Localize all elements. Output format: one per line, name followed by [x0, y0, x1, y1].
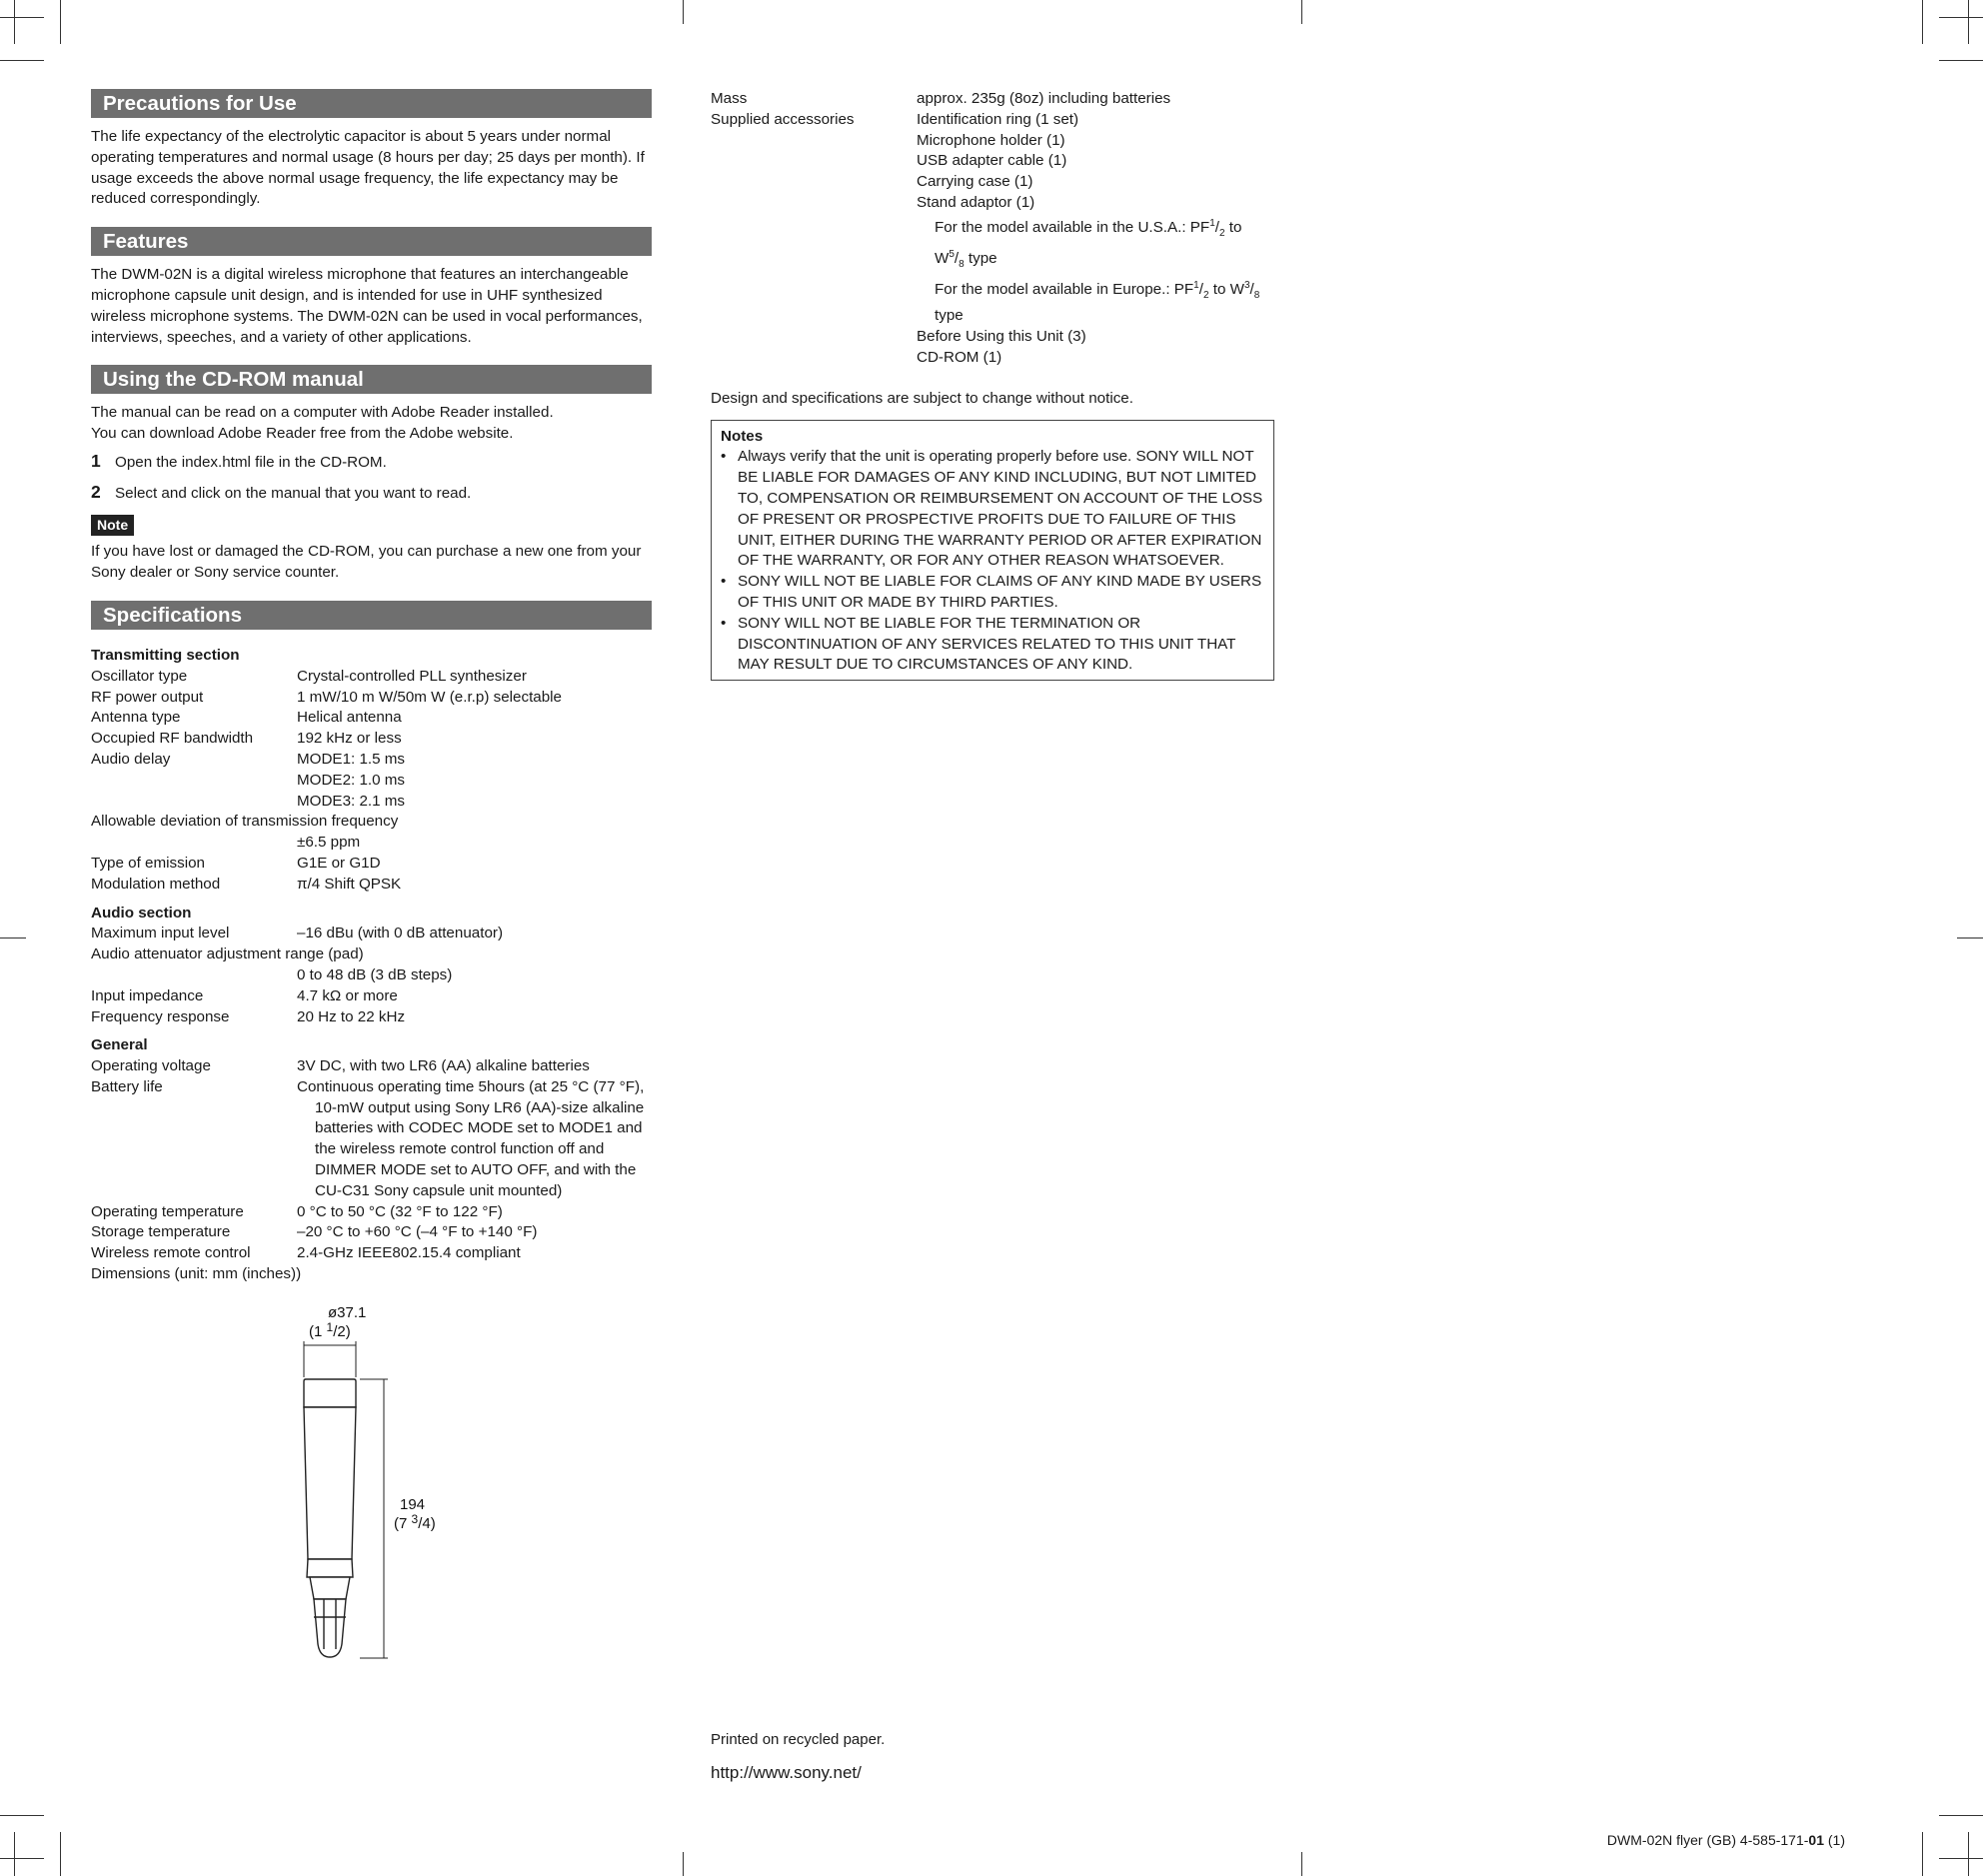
list-item: For the model available in Europe.: $PF^1/_2$ to $W^3/_8$ type — [935, 279, 1260, 325]
spec-row — [91, 1243, 652, 1264]
list-item: Carrying case (1) — [917, 173, 1033, 191]
list-item: • SONY WILL NOT BE LIABLE FOR CLAIMS OF ANY KIND MADE BY USERS OF THIS UNIT OR MADE BY THIRD PARTIES. — [721, 572, 1263, 614]
cdrom-steps — [91, 451, 652, 505]
notes-box — [711, 420, 1274, 682]
mode-1: MODE1: 1.5 ms — [297, 750, 406, 768]
mode-2: MODE2: 1.0 ms — [297, 771, 406, 789]
list-item: CD-ROM (1) — [917, 349, 1002, 367]
audio-section — [91, 904, 652, 1028]
cdrom-heading: Using the CD-ROM manual — [91, 365, 652, 394]
features-text: The DWM-02N is a digital wireless microphone that features an interchangeable microphone capsule unit design, and is intended for use in UHF synthesized wireless microphone systems. The DWM-02N can be used in vocal performances, interviews, speeches, and a variety of other applications. — [91, 266, 643, 346]
list-item: • SONY WILL NOT BE LIABLE FOR THE TERMINATION OR DISCONTINUATION OF ANY SERVICES RELATED TO THIS UNIT THAT MAY RESULT DUE TO CIRCUMSTANCES OF ANY KIND. — [721, 614, 1263, 676]
right-column — [711, 89, 1274, 681]
spec-label: RF power output — [91, 688, 204, 706]
transmitting-heading: Transmitting section — [91, 646, 240, 664]
battery-line: Continuous operating time 5hours (at 25 °C (77 °F), — [297, 1077, 645, 1095]
spec-label: Input impedance — [91, 986, 204, 1004]
list-item: Identification ring (1 set) — [917, 110, 1079, 128]
spec-label: Type of emission — [91, 854, 205, 872]
step-1 — [91, 451, 652, 474]
cdrom-line-1: The manual can be read on a computer with Adobe Reader installed. — [91, 404, 554, 422]
sony-url[interactable]: http://www.sony.net/ — [711, 1763, 862, 1782]
spec-value: 3V DC, with two LR6 (AA) alkaline batteries — [297, 1057, 590, 1075]
length-inches-label: (7 $^3$/4) — [394, 1512, 436, 1532]
battery-line: the wireless remote control function off and — [315, 1140, 605, 1158]
precautions-heading: Precautions for Use — [91, 89, 652, 118]
list-item: Before Using this Unit (3) — [917, 328, 1086, 346]
list-item: USB adapter cable (1) — [917, 152, 1067, 170]
design-notice: Design and specifications are subject to change without notice. — [711, 389, 1133, 407]
battery-line: batteries with CODEC MODE set to MODE1 and — [315, 1119, 643, 1137]
general-heading: General — [91, 1036, 148, 1054]
spec-value: approx. 235g (8oz) including batteries — [917, 90, 1171, 107]
battery-line: 10-mW output using Sony LR6 (AA)-size alkaline — [315, 1098, 645, 1116]
spec-label: Modulation method — [91, 875, 221, 893]
spec-label: Oscillator type — [91, 667, 188, 685]
spec-row — [91, 986, 652, 1007]
dimensions-label: Dimensions (unit: mm (inches)) — [91, 1265, 302, 1283]
specifications-heading: Specifications — [91, 601, 652, 630]
transmitting-section — [91, 646, 652, 896]
recycled-note: Printed on recycled paper. — [711, 1731, 886, 1748]
spec-label: Battery life — [91, 1077, 163, 1095]
spec-value: –16 dBu (with 0 dB attenuator) — [297, 925, 504, 942]
microphone-dimension-diagram — [280, 1299, 480, 1669]
spec-label: Supplied accessories — [711, 110, 855, 128]
cdrom-intro — [91, 403, 652, 445]
spec-row — [91, 750, 652, 812]
spec-label: Audio attenuator adjustment range (pad) — [91, 945, 364, 963]
spec-row — [91, 729, 652, 750]
features-heading: Features — [91, 227, 652, 256]
note-text: If you have lost or damaged the CD-ROM, you can purchase a new one from your Sony dealer or Sony service counter. — [91, 543, 642, 582]
spec-row — [91, 667, 652, 688]
spec-row — [91, 1202, 652, 1223]
spec-row — [91, 854, 652, 875]
notes-title: Notes — [721, 427, 764, 445]
list-item: Microphone holder (1) — [917, 131, 1065, 149]
spec-value: 0 to 48 dB (3 dB steps) — [297, 965, 453, 983]
spec-label: Mass — [711, 90, 748, 107]
step-2 — [91, 482, 652, 505]
list-item: For the model available in the U.S.A.: $PF^1/_2$ to $W^5/_8$ type — [935, 217, 1242, 270]
diameter-inches-label: (1 $^1$/2) — [309, 1320, 351, 1340]
step-number: 1 — [91, 450, 101, 471]
spec-row — [711, 89, 1274, 110]
bullet-icon: • — [721, 614, 727, 632]
spec-value — [297, 750, 652, 812]
spec-label: Allowable deviation of transmission frequency — [91, 813, 399, 831]
cdrom-line-2: You can download Adobe Reader free from the Adobe website. — [91, 425, 514, 443]
list-item: • Always verify that the unit is operating properly before use. SONY WILL NOT BE LIABLE FOR DAMAGES OF ANY KIND INCLUDING, BUT NOT LIMITED TO, COMPENSATION OR REIMBURSEMENT ON ACCOUNT OF THE LOSS OF PRESENT OR PROSPECTIVE PROFITS DUE TO FAILURE OF THIS UNIT, EITHER DURING THE WARRANTY PERIOD OR AFTER EXPIRATION OF THE WARRANTY, OR FOR ANY OTHER REASON WHATSOEVER. — [721, 447, 1263, 572]
spec-label: Wireless remote control — [91, 1244, 251, 1262]
note-badge: Note — [91, 515, 134, 536]
diameter-label: ø37.1 — [328, 1304, 367, 1321]
length-label: 194 — [400, 1496, 426, 1513]
general-section — [91, 1035, 652, 1285]
spec-value: 192 kHz or less — [297, 730, 402, 748]
spec-row — [91, 1056, 652, 1077]
step-number: 2 — [91, 481, 101, 502]
list-item: Stand adaptor (1) — [917, 193, 1035, 211]
spec-value: 0 °C to 50 °C (32 °F to 122 °F) — [297, 1202, 503, 1220]
step-text: Open the index.html file in the CD-ROM. — [115, 453, 387, 471]
bullet-icon: • — [721, 573, 727, 591]
spec-label: Antenna type — [91, 709, 181, 727]
accessories-list — [917, 110, 1274, 369]
spec-value: 2.4-GHz IEEE802.15.4 compliant — [297, 1244, 521, 1262]
precautions-text: The life expectancy of the electrolytic capacitor is about 5 years under normal operating temperatures and normal usage (8 hours per day; 25 days per month). If usage exceeds the above normal usage frequency, the life expectancy may be reduced correspondingly. — [91, 128, 645, 208]
spec-label: Maximum input level — [91, 925, 230, 942]
spec-label: Frequency response — [91, 1007, 230, 1025]
spec-row — [91, 1007, 652, 1028]
spec-value: π/4 Shift QPSK — [297, 875, 402, 893]
spec-value: G1E or G1D — [297, 854, 381, 872]
spec-row — [91, 708, 652, 729]
spec-row — [91, 688, 652, 709]
spec-value: Crystal-controlled PLL synthesizer — [297, 667, 527, 685]
microphone-outline — [304, 1379, 356, 1657]
spec-label: Audio delay — [91, 750, 171, 768]
spec-row — [711, 110, 1274, 369]
spec-row — [91, 924, 652, 944]
spec-value: 1 mW/10 m W/50m W (e.r.p) selectable — [297, 688, 563, 706]
left-column — [91, 89, 652, 1285]
battery-line: DIMMER MODE set to AUTO OFF, and with the — [315, 1161, 637, 1179]
step-text: Select and click on the manual that you want to read. — [115, 484, 472, 502]
spec-value: –20 °C to +60 °C (–4 °F to +140 °F) — [297, 1223, 538, 1241]
audio-heading: Audio section — [91, 904, 192, 922]
spec-row — [91, 875, 652, 896]
page-identifier: DWM-02N flyer (GB) 4-585-171-01 (1) — [1606, 1832, 1845, 1848]
spec-value: 4.7 kΩ or more — [297, 986, 398, 1004]
spec-label: Storage temperature — [91, 1223, 231, 1241]
spec-label: Occupied RF bandwidth — [91, 730, 254, 748]
spec-label: Operating voltage — [91, 1057, 211, 1075]
spec-label: Operating temperature — [91, 1202, 244, 1220]
battery-line: CU-C31 Sony capsule unit mounted) — [315, 1181, 563, 1199]
spec-value: ±6.5 ppm — [297, 834, 361, 852]
spec-value: Helical antenna — [297, 709, 402, 727]
bullet-icon: • — [721, 448, 727, 466]
spec-value: 20 Hz to 22 kHz — [297, 1007, 406, 1025]
spec-row — [91, 1077, 652, 1202]
mode-3: MODE3: 2.1 ms — [297, 792, 406, 810]
spec-value — [297, 1077, 652, 1202]
spec-row — [91, 1222, 652, 1243]
